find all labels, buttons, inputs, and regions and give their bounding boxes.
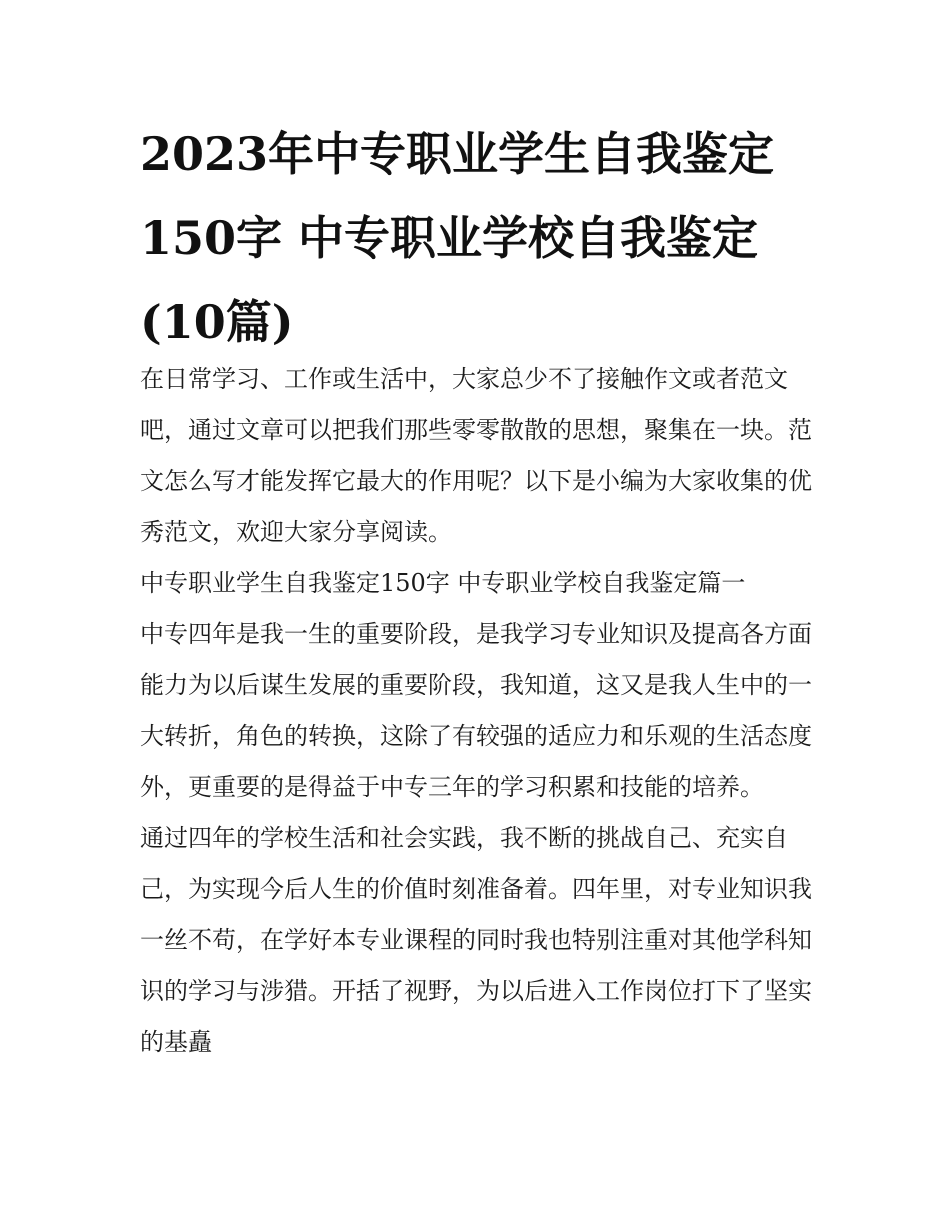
intro-paragraph: 在日常学习、工作或生活中，大家总少不了接触作文或者范文吧，通过文章可以把我们那些零零散散的思想，聚集在一块。范文怎么写才能发挥它最大的作用呢？以下是小编为大家收集的优秀范文，欢迎大家分享阅读。 xyxy=(140,365,812,546)
body-paragraph-1: 中专四年是我一生的重要阶段，是我学习专业知识及提高各方面能力为以后谋生发展的重要阶段，我知道，这又是我人生中的一大转折，角色的转换，这除了有较强的适应力和乐观的生活态度外，更重要的是得益于中专三年的学习积累和技能的培养。 xyxy=(140,620,812,801)
document-title: 2023年中专职业学生自我鉴定150字 中专职业学校自我鉴定(10篇) xyxy=(140,127,775,349)
body-paragraph-2: 通过四年的学校生活和社会实践，我不断的挑战自己、充实自己，为实现今后人生的价值时刻准备着。四年里，对专业知识我一丝不苟，在学好本专业课程的同时我也特别注重对其他学科知识的学习与涉猎。开括了视野，为以后进入工作岗位打下了坚实的基矗 xyxy=(140,824,812,1056)
document-body xyxy=(140,354,820,1068)
section-heading: 中专职业学生自我鉴定150字 中专职业学校自我鉴定篇一 xyxy=(140,569,746,597)
